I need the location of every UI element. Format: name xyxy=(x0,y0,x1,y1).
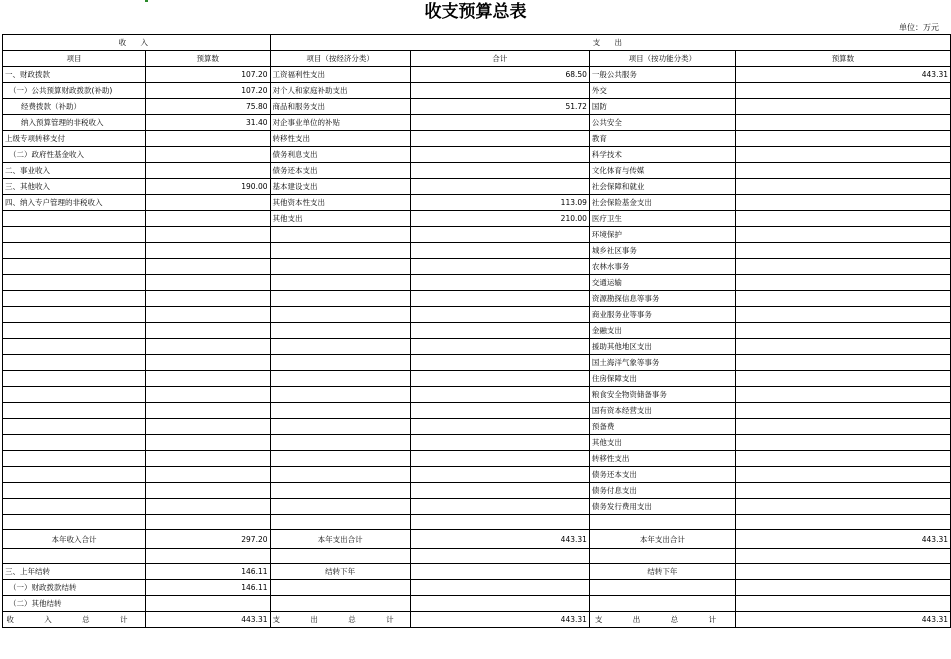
data-row-7-cell-0: 二、事业收入 xyxy=(3,163,146,179)
grand-total-row-cell-4: 支 出 总 计 xyxy=(589,612,735,628)
year-total-row-cell-1: 297.20 xyxy=(145,530,270,549)
data-row-22-cell-3 xyxy=(410,403,589,419)
data-row-3-cell-2: 商品和服务支出 xyxy=(270,99,410,115)
data-row-23-cell-3 xyxy=(410,419,589,435)
data-row-23 xyxy=(3,419,951,435)
data-row-8-cell-2: 基本建设支出 xyxy=(270,179,410,195)
data-row-29-cell-1 xyxy=(145,515,270,530)
year-total-row-cell-4: 本年支出合计 xyxy=(589,530,735,549)
data-row-26-cell-5 xyxy=(735,467,950,483)
data-row-2-cell-1: 107.20 xyxy=(145,83,270,99)
data-row-29 xyxy=(3,515,951,530)
data-row-27-cell-0 xyxy=(3,483,146,499)
carry-row-3-cell-1 xyxy=(145,596,270,612)
data-row-25-cell-3 xyxy=(410,451,589,467)
data-row-23-cell-4: 预备费 xyxy=(589,419,735,435)
carry-row-2-cell-4 xyxy=(589,580,735,596)
data-row-5 xyxy=(3,131,951,147)
data-row-14-cell-5 xyxy=(735,275,950,291)
data-row-1-cell-2: 工资福利性支出 xyxy=(270,67,410,83)
data-row-25-cell-1 xyxy=(145,451,270,467)
data-row-13-cell-2 xyxy=(270,259,410,275)
data-row-29-cell-5 xyxy=(735,515,950,530)
data-row-28-cell-4: 债务发行费用支出 xyxy=(589,499,735,515)
data-row-18-cell-0 xyxy=(3,339,146,355)
data-row-14-cell-1 xyxy=(145,275,270,291)
data-row-1-cell-1: 107.20 xyxy=(145,67,270,83)
data-row-8-cell-4: 社会保障和就业 xyxy=(589,179,735,195)
data-row-13-cell-3 xyxy=(410,259,589,275)
data-row-2-cell-4: 外交 xyxy=(589,83,735,99)
carry-row-1-cell-0: 三、上年结转 xyxy=(3,564,146,580)
data-row-5-cell-0: 上级专项转移支付 xyxy=(3,131,146,147)
data-row-11-cell-0 xyxy=(3,227,146,243)
carry-row-1-cell-1: 146.11 xyxy=(145,564,270,580)
data-row-20-cell-1 xyxy=(145,371,270,387)
data-row-9-cell-5 xyxy=(735,195,950,211)
data-row-8-cell-5 xyxy=(735,179,950,195)
data-row-15 xyxy=(3,291,951,307)
data-row-18-cell-3 xyxy=(410,339,589,355)
data-row-14-cell-2 xyxy=(270,275,410,291)
data-row-11-cell-5 xyxy=(735,227,950,243)
data-row-26-cell-1 xyxy=(145,467,270,483)
data-row-5-cell-4: 教育 xyxy=(589,131,735,147)
data-row-29-cell-4 xyxy=(589,515,735,530)
spacer-row xyxy=(3,549,951,564)
data-row-27-cell-5 xyxy=(735,483,950,499)
grand-total-row-cell-3: 443.31 xyxy=(410,612,589,628)
data-row-19-cell-5 xyxy=(735,355,950,371)
data-row-17-cell-4: 金融支出 xyxy=(589,323,735,339)
data-row-11-cell-4: 环境保护 xyxy=(589,227,735,243)
data-row-1-cell-0: 一、财政拨款 xyxy=(3,67,146,83)
data-row-3-cell-3: 51.72 xyxy=(410,99,589,115)
data-row-21-cell-3 xyxy=(410,387,589,403)
data-row-9-cell-1 xyxy=(145,195,270,211)
data-row-26-cell-4: 债务还本支出 xyxy=(589,467,735,483)
data-row-8 xyxy=(3,179,951,195)
data-row-19-cell-0 xyxy=(3,355,146,371)
data-row-29-cell-3 xyxy=(410,515,589,530)
grand-total-row-cell-5: 443.31 xyxy=(735,612,950,628)
data-row-25-cell-4: 转移性支出 xyxy=(589,451,735,467)
grand-total-row xyxy=(3,612,951,628)
data-row-18-cell-5 xyxy=(735,339,950,355)
data-row-28-cell-5 xyxy=(735,499,950,515)
data-row-26-cell-0 xyxy=(3,467,146,483)
data-row-12-cell-3 xyxy=(410,243,589,259)
data-row-18-cell-4: 援助其他地区支出 xyxy=(589,339,735,355)
data-row-19-cell-2 xyxy=(270,355,410,371)
data-row-10 xyxy=(3,211,951,227)
data-row-12-cell-0 xyxy=(3,243,146,259)
data-row-7-cell-5 xyxy=(735,163,950,179)
carry-row-3-cell-2 xyxy=(270,596,410,612)
data-row-17-cell-0 xyxy=(3,323,146,339)
data-row-17-cell-1 xyxy=(145,323,270,339)
data-row-4-cell-4: 公共安全 xyxy=(589,115,735,131)
data-row-24-cell-1 xyxy=(145,435,270,451)
data-row-19-cell-3 xyxy=(410,355,589,371)
carry-row-2-cell-5 xyxy=(735,580,950,596)
data-row-13-cell-0 xyxy=(3,259,146,275)
data-row-16 xyxy=(3,307,951,323)
carry-row-2-cell-2 xyxy=(270,580,410,596)
carry-row-1-cell-5 xyxy=(735,564,950,580)
data-row-24-cell-4: 其他支出 xyxy=(589,435,735,451)
data-row-15-cell-3 xyxy=(410,291,589,307)
income-header: 收 入 xyxy=(3,35,271,51)
data-row-14 xyxy=(3,275,951,291)
data-row-10-cell-5 xyxy=(735,211,950,227)
data-row-21-cell-4: 粮食安全物资储备事务 xyxy=(589,387,735,403)
data-row-25-cell-2 xyxy=(270,451,410,467)
data-row-23-cell-2 xyxy=(270,419,410,435)
carry-row-3-cell-0: （二）其他结转 xyxy=(3,596,146,612)
data-row-1 xyxy=(3,67,951,83)
data-row-3 xyxy=(3,99,951,115)
data-row-3-cell-0: 经费拨款（补助） xyxy=(3,99,146,115)
data-row-9-cell-3: 113.09 xyxy=(410,195,589,211)
data-row-11 xyxy=(3,227,951,243)
data-row-11-cell-3 xyxy=(410,227,589,243)
carry-row-1 xyxy=(3,564,951,580)
data-row-15-cell-2 xyxy=(270,291,410,307)
data-row-14-cell-0 xyxy=(3,275,146,291)
data-row-18 xyxy=(3,339,951,355)
data-row-1-cell-4: 一般公共服务 xyxy=(589,67,735,83)
data-row-1-cell-3: 68.50 xyxy=(410,67,589,83)
data-row-13 xyxy=(3,259,951,275)
data-row-20 xyxy=(3,371,951,387)
data-row-12-cell-1 xyxy=(145,243,270,259)
carry-row-1-cell-4: 结转下年 xyxy=(589,564,735,580)
spacer-cell xyxy=(589,549,735,564)
data-row-7-cell-2: 债务还本支出 xyxy=(270,163,410,179)
data-row-13-cell-5 xyxy=(735,259,950,275)
data-row-9-cell-2: 其他资本性支出 xyxy=(270,195,410,211)
data-row-28 xyxy=(3,499,951,515)
unit-label: 单位：万元 xyxy=(899,23,939,32)
col-header-item-func: 项目（按功能分类） xyxy=(589,51,735,67)
grand-total-row-cell-1: 443.31 xyxy=(145,612,270,628)
header-row-2 xyxy=(3,51,951,67)
data-row-12-cell-5 xyxy=(735,243,950,259)
data-row-22-cell-0 xyxy=(3,403,146,419)
data-row-12-cell-2 xyxy=(270,243,410,259)
year-total-row xyxy=(3,530,951,549)
data-row-6-cell-3 xyxy=(410,147,589,163)
data-row-24 xyxy=(3,435,951,451)
data-row-26-cell-3 xyxy=(410,467,589,483)
data-row-24-cell-3 xyxy=(410,435,589,451)
data-row-18-cell-2 xyxy=(270,339,410,355)
data-row-25 xyxy=(3,451,951,467)
expense-header: 支 出 xyxy=(270,35,950,51)
data-row-17-cell-2 xyxy=(270,323,410,339)
spacer-cell xyxy=(145,549,270,564)
data-row-25-cell-0 xyxy=(3,451,146,467)
data-row-7-cell-3 xyxy=(410,163,589,179)
data-row-9-cell-4: 社会保险基金支出 xyxy=(589,195,735,211)
page-title: 收支预算总表 xyxy=(424,2,527,22)
data-row-8-cell-1: 190.00 xyxy=(145,179,270,195)
data-row-17-cell-3 xyxy=(410,323,589,339)
spacer-cell xyxy=(3,549,146,564)
data-row-28-cell-0 xyxy=(3,499,146,515)
data-row-21 xyxy=(3,387,951,403)
year-total-row-cell-0: 本年收入合计 xyxy=(3,530,146,549)
data-row-4-cell-3 xyxy=(410,115,589,131)
data-row-3-cell-4: 国防 xyxy=(589,99,735,115)
data-row-10-cell-2: 其他支出 xyxy=(270,211,410,227)
data-row-27-cell-4: 债务付息支出 xyxy=(589,483,735,499)
data-row-20-cell-0 xyxy=(3,371,146,387)
carry-row-1-cell-2: 结转下年 xyxy=(270,564,410,580)
data-row-23-cell-0 xyxy=(3,419,146,435)
carry-row-2-cell-1: 146.11 xyxy=(145,580,270,596)
data-row-9-cell-0: 四、纳入专户管理的非税收入 xyxy=(3,195,146,211)
data-row-16-cell-1 xyxy=(145,307,270,323)
data-row-6-cell-2: 债务利息支出 xyxy=(270,147,410,163)
data-row-17 xyxy=(3,323,951,339)
data-row-28-cell-3 xyxy=(410,499,589,515)
data-row-13-cell-4: 农林水事务 xyxy=(589,259,735,275)
data-row-16-cell-0 xyxy=(3,307,146,323)
data-row-24-cell-2 xyxy=(270,435,410,451)
data-row-3-cell-5 xyxy=(735,99,950,115)
data-row-20-cell-3 xyxy=(410,371,589,387)
col-header-item: 项目 xyxy=(3,51,146,67)
data-row-23-cell-5 xyxy=(735,419,950,435)
col-header-total: 合计 xyxy=(410,51,589,67)
carry-row-1-cell-3 xyxy=(410,564,589,580)
data-row-7 xyxy=(3,163,951,179)
year-total-row-cell-5: 443.31 xyxy=(735,530,950,549)
data-row-6-cell-4: 科学技术 xyxy=(589,147,735,163)
data-row-22 xyxy=(3,403,951,419)
data-row-2-cell-5 xyxy=(735,83,950,99)
data-row-15-cell-1 xyxy=(145,291,270,307)
data-row-19 xyxy=(3,355,951,371)
data-row-20-cell-2 xyxy=(270,371,410,387)
data-row-2-cell-0: （一）公共预算财政拨款(补助) xyxy=(3,83,146,99)
carry-row-2-cell-0: （一）财政拨款结转 xyxy=(3,580,146,596)
data-row-21-cell-0 xyxy=(3,387,146,403)
data-row-12 xyxy=(3,243,951,259)
budget-table xyxy=(2,34,951,628)
data-row-25-cell-5 xyxy=(735,451,950,467)
carry-row-2-cell-3 xyxy=(410,580,589,596)
spacer-cell xyxy=(735,549,950,564)
data-row-6-cell-0: （二）政府性基金收入 xyxy=(3,147,146,163)
data-row-11-cell-1 xyxy=(145,227,270,243)
data-row-15-cell-0 xyxy=(3,291,146,307)
data-row-22-cell-5 xyxy=(735,403,950,419)
data-row-26-cell-2 xyxy=(270,467,410,483)
data-row-21-cell-2 xyxy=(270,387,410,403)
data-row-24-cell-5 xyxy=(735,435,950,451)
header-row-1 xyxy=(3,35,951,51)
data-row-14-cell-4: 交通运输 xyxy=(589,275,735,291)
carry-row-3-cell-4 xyxy=(589,596,735,612)
data-row-20-cell-5 xyxy=(735,371,950,387)
data-row-16-cell-2 xyxy=(270,307,410,323)
col-header-budget2: 预算数 xyxy=(735,51,950,67)
data-row-8-cell-3 xyxy=(410,179,589,195)
data-row-22-cell-1 xyxy=(145,403,270,419)
data-row-10-cell-4: 医疗卫生 xyxy=(589,211,735,227)
data-row-11-cell-2 xyxy=(270,227,410,243)
data-row-18-cell-1 xyxy=(145,339,270,355)
data-row-22-cell-4: 国有资本经营支出 xyxy=(589,403,735,419)
data-row-3-cell-1: 75.80 xyxy=(145,99,270,115)
data-row-5-cell-2: 转移性支出 xyxy=(270,131,410,147)
data-row-27 xyxy=(3,483,951,499)
year-total-row-cell-3: 443.31 xyxy=(410,530,589,549)
data-row-26 xyxy=(3,467,951,483)
data-row-5-cell-1 xyxy=(145,131,270,147)
data-row-4-cell-0: 纳入预算管理的非税收入 xyxy=(3,115,146,131)
data-row-9 xyxy=(3,195,951,211)
data-row-14-cell-3 xyxy=(410,275,589,291)
data-row-5-cell-5 xyxy=(735,131,950,147)
data-row-22-cell-2 xyxy=(270,403,410,419)
data-row-16-cell-3 xyxy=(410,307,589,323)
data-row-10-cell-0 xyxy=(3,211,146,227)
data-row-27-cell-1 xyxy=(145,483,270,499)
data-row-2-cell-3 xyxy=(410,83,589,99)
data-row-4-cell-2: 对企事业单位的补贴 xyxy=(270,115,410,131)
data-row-5-cell-3 xyxy=(410,131,589,147)
data-row-19-cell-1 xyxy=(145,355,270,371)
col-header-item-econ: 项目（按经济分类） xyxy=(270,51,410,67)
data-row-27-cell-3 xyxy=(410,483,589,499)
data-row-24-cell-0 xyxy=(3,435,146,451)
data-row-8-cell-0: 三、其他收入 xyxy=(3,179,146,195)
data-row-4-cell-5 xyxy=(735,115,950,131)
data-row-1-cell-5: 443.31 xyxy=(735,67,950,83)
grand-total-row-cell-0: 收 入 总 计 xyxy=(3,612,146,628)
data-row-4-cell-1: 31.40 xyxy=(145,115,270,131)
data-row-10-cell-3: 210.00 xyxy=(410,211,589,227)
data-row-16-cell-4: 商业服务业等事务 xyxy=(589,307,735,323)
data-row-17-cell-5 xyxy=(735,323,950,339)
data-row-20-cell-4: 住房保障支出 xyxy=(589,371,735,387)
data-row-10-cell-1 xyxy=(145,211,270,227)
data-row-16-cell-5 xyxy=(735,307,950,323)
data-row-7-cell-4: 文化体育与传媒 xyxy=(589,163,735,179)
data-row-23-cell-1 xyxy=(145,419,270,435)
data-row-15-cell-4: 资源勘探信息等事务 xyxy=(589,291,735,307)
data-row-21-cell-1 xyxy=(145,387,270,403)
data-row-7-cell-1 xyxy=(145,163,270,179)
data-row-2-cell-2: 对个人和家庭补助支出 xyxy=(270,83,410,99)
carry-row-3-cell-3 xyxy=(410,596,589,612)
data-row-13-cell-1 xyxy=(145,259,270,275)
data-row-6-cell-5 xyxy=(735,147,950,163)
grand-total-row-cell-2: 支 出 总 计 xyxy=(270,612,410,628)
carry-row-3-cell-5 xyxy=(735,596,950,612)
data-row-12-cell-4: 城乡社区事务 xyxy=(589,243,735,259)
spacer-cell xyxy=(270,549,410,564)
data-row-6 xyxy=(3,147,951,163)
col-header-budget: 预算数 xyxy=(145,51,270,67)
data-row-29-cell-0 xyxy=(3,515,146,530)
data-row-27-cell-2 xyxy=(270,483,410,499)
data-row-28-cell-1 xyxy=(145,499,270,515)
data-row-28-cell-2 xyxy=(270,499,410,515)
data-row-4 xyxy=(3,115,951,131)
data-row-2 xyxy=(3,83,951,99)
data-row-6-cell-1 xyxy=(145,147,270,163)
year-total-row-cell-2: 本年支出合计 xyxy=(270,530,410,549)
carry-row-2 xyxy=(3,580,951,596)
data-row-15-cell-5 xyxy=(735,291,950,307)
carry-row-3 xyxy=(3,596,951,612)
data-row-29-cell-2 xyxy=(270,515,410,530)
data-row-19-cell-4: 国土海洋气象等事务 xyxy=(589,355,735,371)
spacer-cell xyxy=(410,549,589,564)
data-row-21-cell-5 xyxy=(735,387,950,403)
